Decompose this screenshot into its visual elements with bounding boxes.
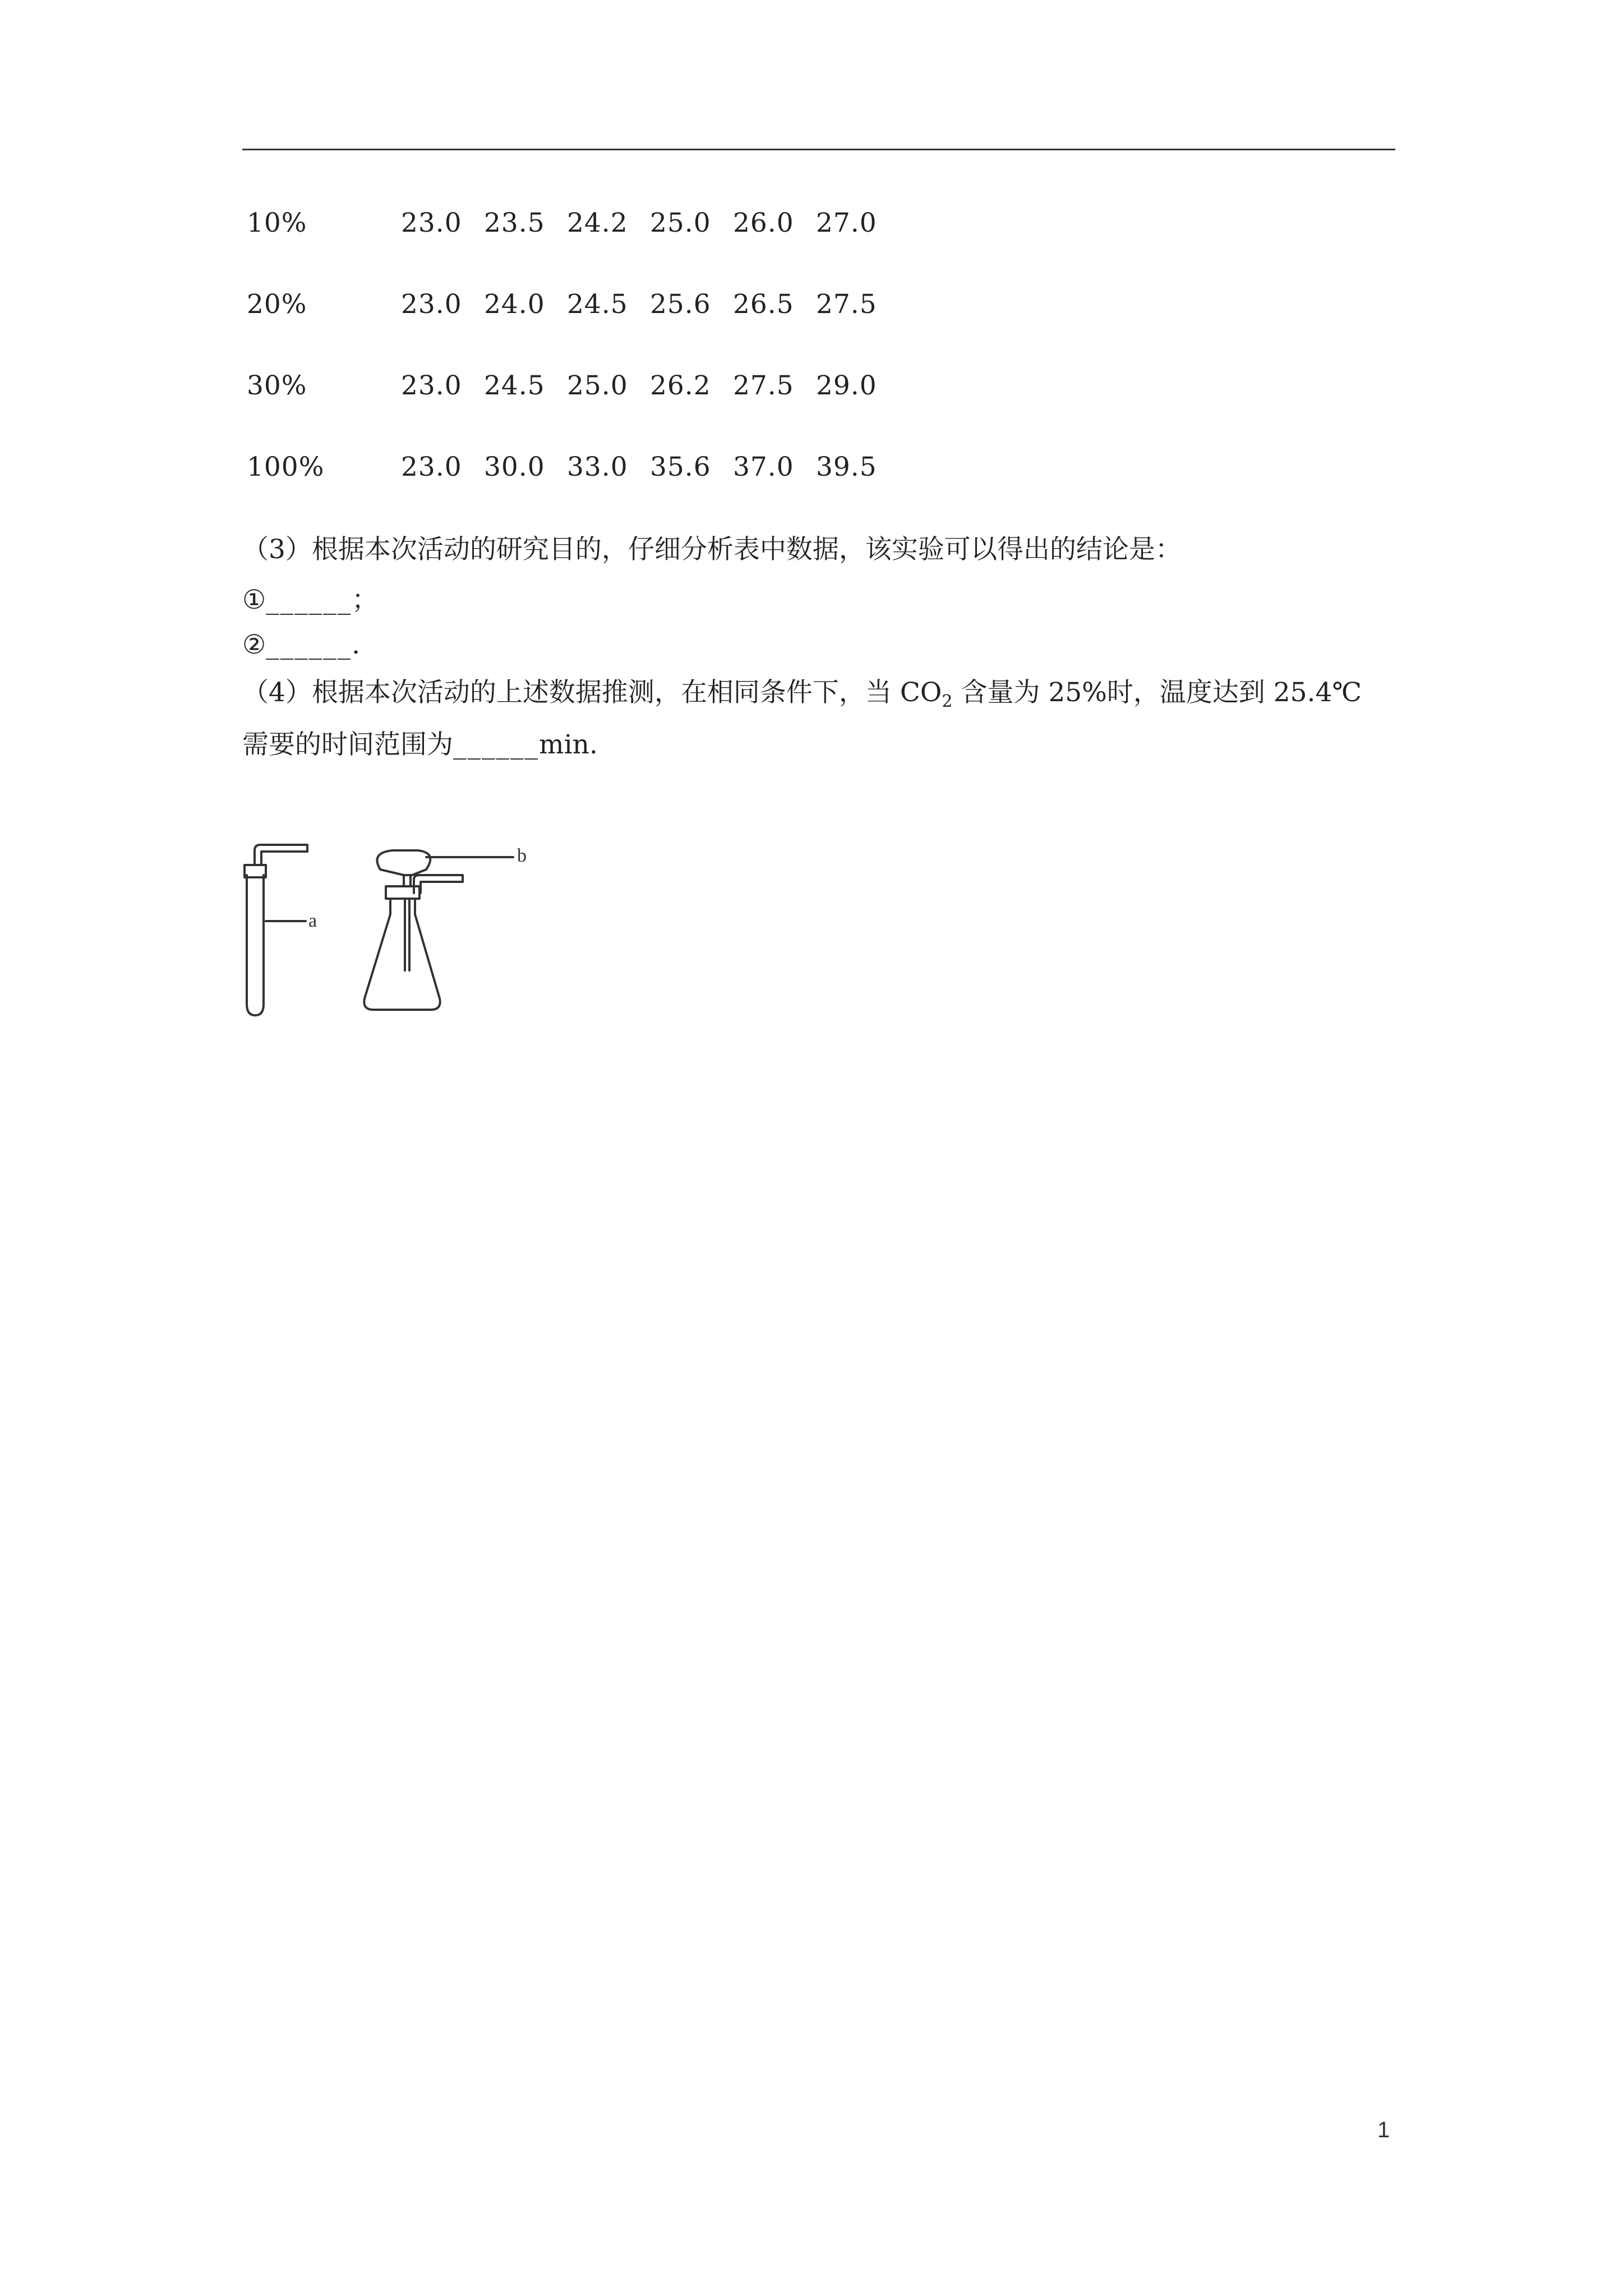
table-cell: 30.0	[484, 452, 545, 482]
table-cell: 23.0	[401, 208, 462, 238]
row-label: 100%	[247, 452, 325, 482]
table-cell: 27.5	[816, 289, 877, 320]
answer-2-marker: ②	[242, 629, 266, 660]
question-4-line-2-text: 需要的时间范围为	[242, 729, 453, 760]
row-label: 30%	[247, 370, 307, 401]
answer-line-1	[242, 583, 1398, 617]
table-cell: 33.0	[567, 452, 628, 482]
answer-1-blank: ______	[266, 585, 352, 615]
conical-flask	[364, 850, 513, 1010]
table-cell: 27.5	[733, 370, 794, 401]
question-4-line-1	[242, 676, 1398, 719]
table-cell: 23.0	[401, 452, 462, 482]
lab-apparatus-figure	[236, 830, 550, 1021]
question-4-text-start: （4）根据本次活动的上述数据推测，在相同条件下，当 CO	[242, 677, 942, 708]
table-cell: 24.0	[484, 289, 545, 320]
question-4-blank: ______	[453, 729, 539, 760]
row-label: 20%	[247, 289, 307, 320]
table-cell: 25.0	[567, 370, 628, 401]
table-cell: 29.0	[816, 370, 877, 401]
page-number: 1	[1377, 2118, 1390, 2142]
table-cell: 35.6	[650, 452, 711, 482]
test-tube	[245, 845, 307, 1015]
question-3-text: （3）根据本次活动的研究目的，仔细分析表中数据，该实验可以得出的结论是：	[242, 534, 1182, 565]
table-cell: 23.0	[401, 370, 462, 401]
table-cell: 39.5	[816, 452, 877, 482]
table-cell: 24.5	[484, 370, 545, 401]
table-cell: 25.0	[650, 208, 711, 238]
co2-subscript: 2	[942, 692, 953, 711]
label-a: a	[308, 910, 317, 931]
table-cell: 26.0	[733, 208, 794, 238]
header-rule	[242, 149, 1395, 150]
question-4-unit: min.	[539, 729, 598, 760]
table-cell: 23.5	[484, 208, 545, 238]
table-cell: 26.5	[733, 289, 794, 320]
table-cell: 24.5	[567, 289, 628, 320]
table-cell: 26.2	[650, 370, 711, 401]
table-cell: 23.0	[401, 289, 462, 320]
label-b: b	[517, 845, 527, 866]
answer-2-end: .	[352, 629, 361, 660]
table-cell: 27.0	[816, 208, 877, 238]
table-cell: 25.6	[650, 289, 711, 320]
question-4-text-end: 含量为 25%时，温度达到 25.4℃	[952, 677, 1362, 708]
question-4-line-2	[242, 728, 1398, 762]
answer-1-end: ；	[352, 585, 379, 615]
answer-2-blank: ______	[266, 629, 352, 660]
row-label: 10%	[247, 208, 307, 238]
question-3	[242, 533, 1398, 567]
answer-line-2	[242, 628, 1398, 662]
answer-1-marker: ①	[242, 585, 266, 615]
table-cell: 24.2	[567, 208, 628, 238]
table-cell: 37.0	[733, 452, 794, 482]
